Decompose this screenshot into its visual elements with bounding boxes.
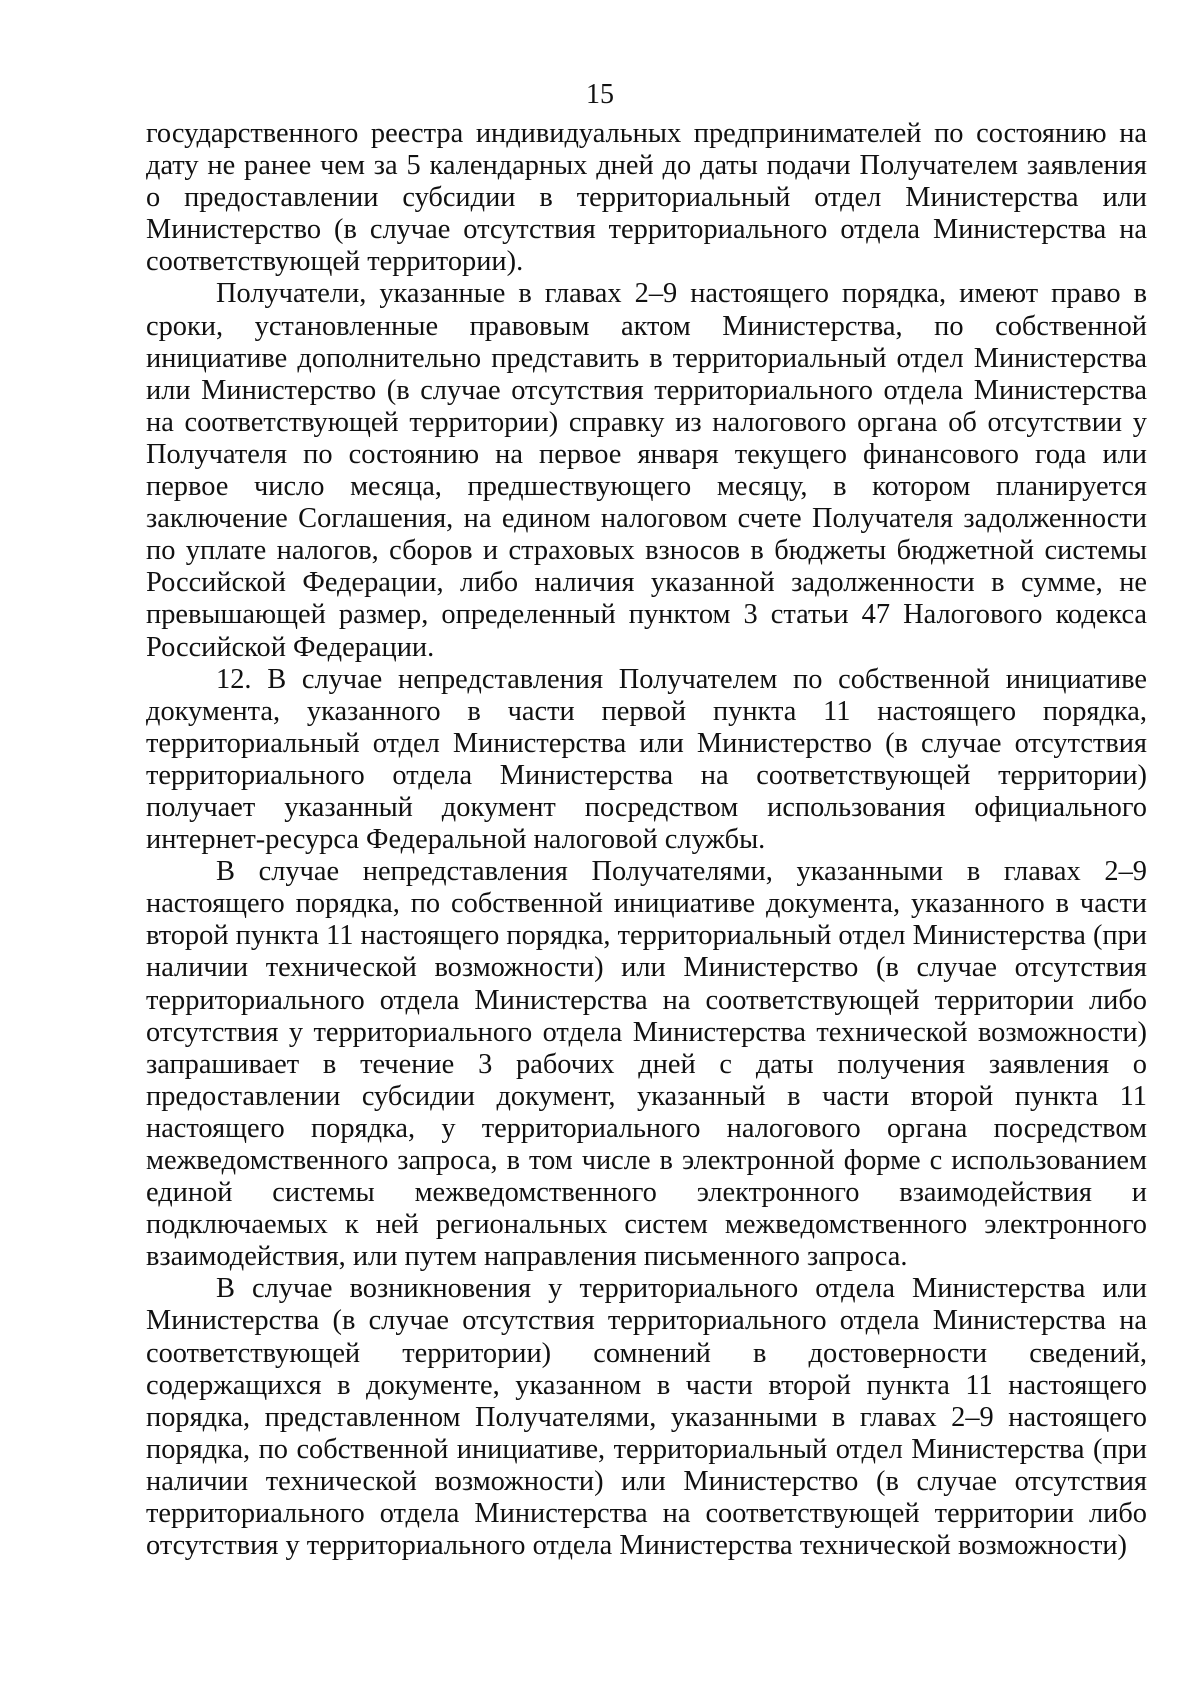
page-number: 15 <box>586 79 614 110</box>
paragraph-doubts: В случае возникновения у территориального отдела Министерства или Министерства (в случае отсутствия территориального отдела Министерства на соответствующей территории) сомнений в достоверности сведений, содержащихся в документе, указанном в части второй пункта 11 настоящего порядка, представленном Получателями, указанными в главах 2–9 настоящего порядка, по собственной инициативе, территориальный отдел Министерства (при наличии технической возможности) или Министерство (в случае отсутствия территориального отдела Министерства на соответствующей территории либо отсутствия у территориального отдела Министерства технической возможности) <box>146 1273 1147 1562</box>
paragraph-item-12: 12. В случае непредставления Получателем по собственной инициативе документа, указанного в части первой пункта 11 настоящего порядка, территориальный отдел Министерства или Министерство (в случае отсутствия территориального отдела Министерства на соответствующей территории) получает указанный документ посредством использования официального интернет-ресурса Федеральной налоговой службы. <box>146 663 1147 856</box>
paragraph-nonsubmission: В случае непредставления Получателями, указанными в главах 2–9 настоящего порядка, по собственной инициативе документа, указанного в части второй пункта 11 настоящего порядка, территориальный отдел Министерства (при наличии технической возможности) или Министерство (в случае отсутствия территориального отдела Министерства на соответствующей территории либо отсутствия у территориального отдела Министерства технической возможности) запрашивает в течение 3 рабочих дней с даты получения заявления о предоставлении субсидии документ, указанный в части второй пункта 11 настоящего порядка, у территориального налогового органа посредством межведомственного запроса, в том числе в электронной форме с использованием единой системы межведомственного электронного взаимодействия и подключаемых к ней региональных систем межведомственного электронного взаимодействия, или путем направления письменного запроса. <box>146 856 1147 1273</box>
document-body <box>146 118 1147 1562</box>
paragraph-recipients-right: Получатели, указанные в главах 2–9 настоящего порядка, имеют право в сроки, установленные правовым актом Министерства, по собственной инициативе дополнительно представить в территориальный отдел Министерства или Министерство (в случае отсутствия территориального отдела Министерства на соответствующей территории) справку из налогового органа об отсутствии у Получателя по состоянию на первое января текущего финансового года или первое число месяца, предшествующего месяцу, в котором планируется заключение Соглашения, на едином налоговом счете Получателя задолженности по уплате налогов, сборов и страховых взносов в бюджеты бюджетной системы Российской Федерации, либо наличия указанной задолженности в сумме, не превышающей размер, определенный пунктом 3 статьи 47 Налогового кодекса Российской Федерации. <box>146 278 1147 663</box>
paragraph-continuation: государственного реестра индивидуальных предпринимателей по состоянию на дату не ранее чем за 5 календарных дней до даты подачи Получателем заявления о предоставлении субсидии в территориальный отдел Министерства или Министерство (в случае отсутствия территориального отдела Министерства на соответствующей территории). <box>146 118 1147 278</box>
